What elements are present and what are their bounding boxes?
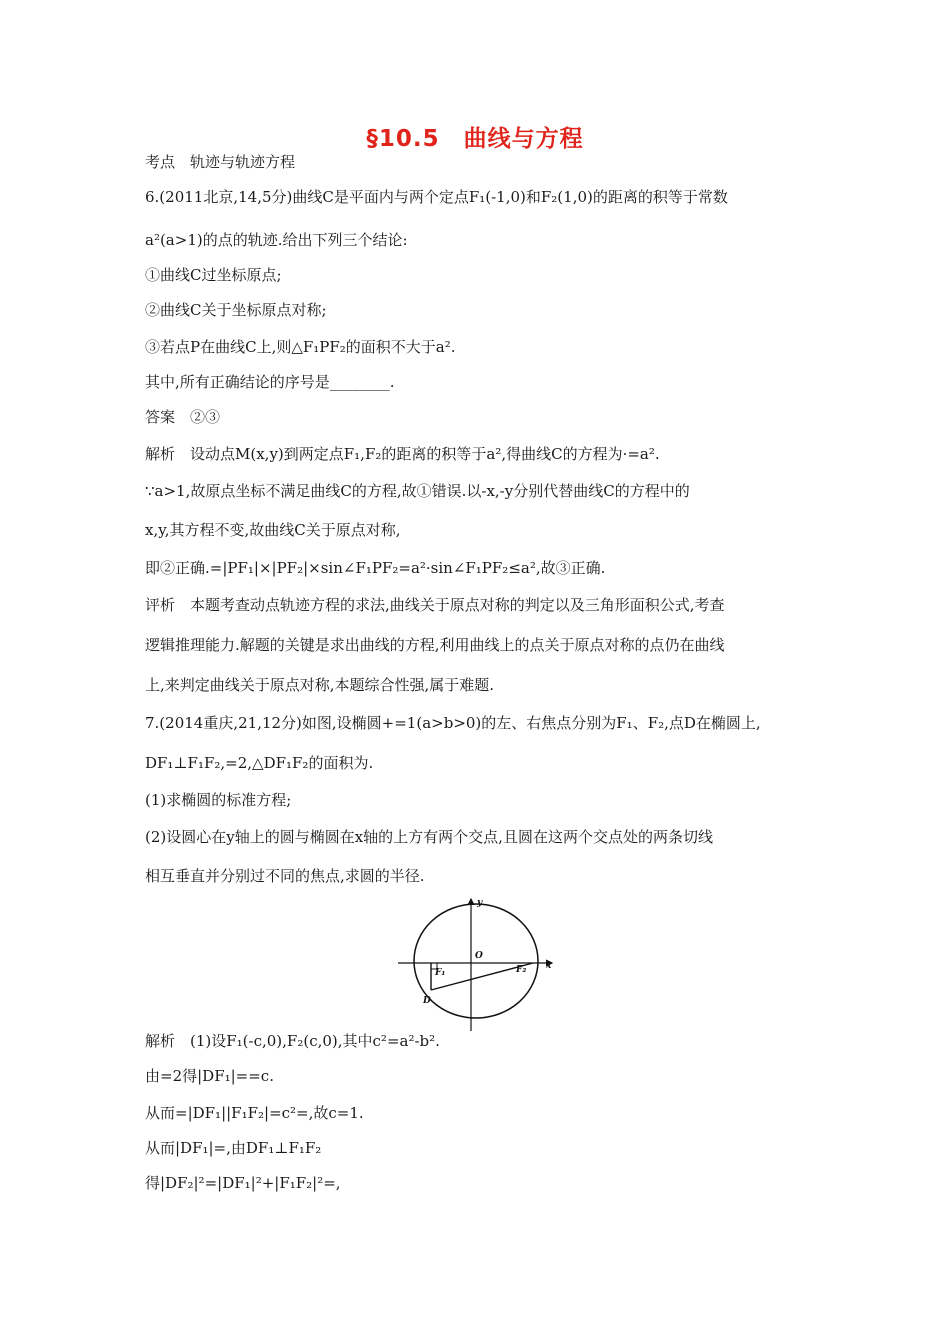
section-title: §10.5 曲线与方程 — [366, 126, 584, 152]
problem-7-line-1: 7.(2014重庆,21,12分)如图,设椭圆+=1(a>b>0)的左、右焦点分别为F₁、F₂,点D在椭圆上, — [145, 714, 761, 732]
solution-6-line-3: x,y,其方程不变,故曲线C关于原点对称, — [145, 521, 401, 539]
problem-7-part-2-l2: 相互垂直并分别过不同的焦点,求圆的半径. — [145, 867, 425, 885]
comment-6-line-3: 上,来判定曲线关于原点对称,本题综合性强,属于难题. — [145, 676, 495, 694]
conclusion-3: ③若点P在曲线C上,则△F₁PF₂的面积不大于a². — [145, 338, 456, 356]
solution-6-line-4: 即②正确.=|PF₁|×|PF₂|×sin∠F₁PF₂=a²·sin∠F₁PF₂≤a²,故③正确. — [145, 559, 606, 577]
solution-7-line-1: 解析 (1)设F₁(-c,0),F₂(c,0),其中c²=a²-b². — [145, 1032, 440, 1050]
answer-6: 答案 ②③ — [145, 408, 221, 426]
conclusion-1: ①曲线C过坐标原点; — [145, 266, 282, 284]
problem-6-question: 其中,所有正确结论的序号是________. — [145, 373, 395, 391]
ellipse-curve — [414, 904, 538, 1018]
comment-6-line-2: 逻辑推理能力.解题的关键是求出曲线的方程,利用曲线上的点关于原点对称的点仍在曲线 — [145, 636, 725, 654]
solution-7-line-4: 从而|DF₁|=,由DF₁⊥F₁F₂ — [145, 1139, 322, 1157]
conclusion-2: ②曲线C关于坐标原点对称; — [145, 301, 327, 319]
solution-7-line-2: 由=2得|DF₁|==c. — [145, 1067, 274, 1085]
label-origin: O — [475, 951, 483, 961]
label-f2: F₂ — [516, 965, 527, 975]
comment-6-line-1: 评析 本题考查动点轨迹方程的求法,曲线关于原点对称的判定以及三角形面积公式,考查 — [145, 596, 725, 614]
solution-6-line-2: ∵a>1,故原点坐标不满足曲线C的方程,故①错误.以-x,-y分别代替曲线C的方程中的 — [145, 482, 690, 500]
ellipse-figure — [396, 895, 560, 1035]
label-d: D — [423, 996, 431, 1006]
problem-7-part-2-l1: (2)设圆心在y轴上的圆与椭圆在x轴的上方有两个交点,且圆在这两个交点处的两条切线 — [145, 828, 713, 846]
label-x: x — [546, 961, 552, 971]
ellipse-diagram — [396, 895, 560, 1035]
topic-heading: 考点 轨迹与轨迹方程 — [145, 153, 296, 171]
problem-7-part-1: (1)求椭圆的标准方程; — [145, 791, 292, 809]
problem-6-line-2: a²(a>1)的点的轨迹.给出下列三个结论: — [145, 231, 408, 249]
label-f1: F₁ — [435, 968, 446, 978]
label-y: y — [477, 898, 483, 908]
problem-7-line-2: DF₁⊥F₁F₂,=2,△DF₁F₂的面积为. — [145, 754, 374, 772]
solution-6-line-1: 解析 设动点M(x,y)到两定点F₁,F₂的距离的积等于a²,得曲线C的方程为·=a². — [145, 445, 660, 463]
problem-6-line-1: 6.(2011北京,14,5分)曲线C是平面内与两个定点F₁(-1,0)和F₂(1,0)的距离的积等于常数 — [145, 188, 728, 206]
solution-7-line-5: 得|DF₂|²=|DF₁|²+|F₁F₂|²=, — [145, 1174, 341, 1192]
solution-7-line-3: 从而=|DF₁||F₁F₂|=c²=,故c=1. — [145, 1104, 364, 1122]
